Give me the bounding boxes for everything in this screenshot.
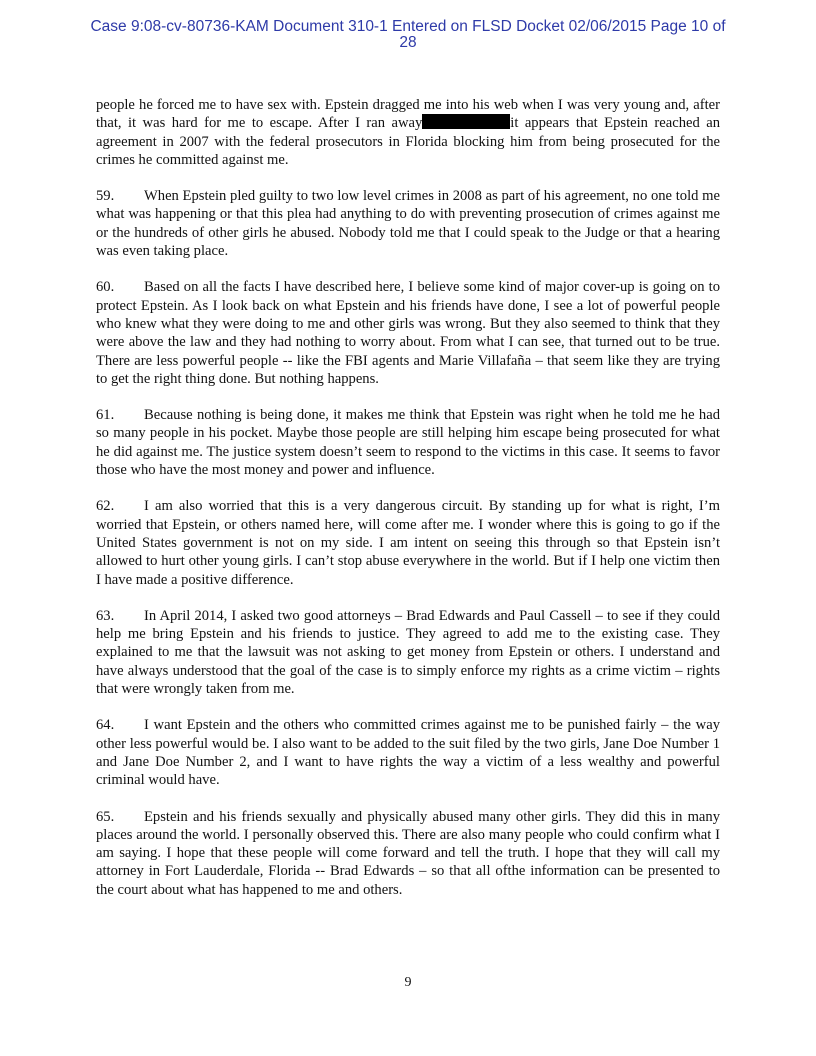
paragraph-65 [96, 808, 720, 899]
paragraph-number: 61. [96, 407, 115, 424]
paragraph-number: 59. [96, 188, 115, 205]
paragraph-text: In April 2014, I asked two good attorneys – Brad Edwards and Paul Cassell – to see if they could help me bring Epstein and his friends to justice. They agreed to add me to the existing case. They explained to me that the lawsuit was not asking to get money from Epstein or others. I understand and have always understood that the goal of the case is to simply enforce my rights as a crime victim – rights that were wrongly taken from me. [96, 607, 720, 698]
paragraph-64 [96, 716, 720, 789]
paragraph-text: Based on all the facts I have described here, I believe some kind of major cover-up is going on to protect Epstein. As I look back on what Epstein and his friends have done, I see a lot of powerful people who knew what they were doing to me and other girls was wrong. But they also seemed to think that they were above the law and they had nothing to worry about. From what I can see, that turned out to be true. There are less powerful people -- like the FBI agents and Marie Villafaña – that seem like they are trying to get the right thing done. But nothing happens. [96, 279, 720, 387]
paragraph-number: 65. [96, 808, 115, 825]
paragraph-text: I am also worried that this is a very dangerous circuit. By standing up for what is right, I’m worried that Epstein, or others named here, will come after me. I wonder where this is going to go if the United States government is not on my side. I am intent on seeing this through so that Epstein isn’t allowed to hurt other young girls. I can’t stop abuse everywhere in the world. But if I help one victim then I have made a positive difference. [96, 498, 720, 588]
paragraph-59 [96, 187, 720, 260]
paragraph-number: 60. [96, 279, 115, 296]
docket-header [60, 19, 756, 51]
paragraph-63 [96, 607, 720, 698]
paragraph-text: Because nothing is being done, it makes me think that Epstein was right when he told me he had so many people in his pocket. Maybe those people are still helping him escape being prosecuted for what he did against me. The justice system doesn’t seem to respond to the victims in this case. It seems to favor those who have the most money and power and influence. [96, 407, 720, 479]
docket-header-line1: Case 9:08-cv-80736-KAM Document 310-1 Entered on FLSD Docket 02/06/2015 Page 10 of [90, 18, 726, 35]
docket-header-line2: 28 [399, 34, 417, 51]
declaration-body [96, 96, 720, 917]
paragraph-continued [96, 96, 720, 169]
redaction-block [422, 114, 510, 129]
paragraph-62 [96, 497, 720, 588]
paragraph-60 [96, 278, 720, 388]
paragraph-text-after-redaction: it appears that Epstein reached an agreement in 2007 with the federal prosecutors in Florida blocking him from being prosecuted for the crimes he committed against me. [96, 115, 721, 168]
paragraph-number: 63. [96, 607, 115, 624]
paragraph-number: 64. [96, 717, 115, 734]
paragraph-text-before-redaction: people he forced me to have sex with. Epstein dragged me into his web when I was very young and, after that, it was hard for me to escape. After I ran away [96, 97, 720, 132]
paragraph-61 [96, 406, 720, 479]
paragraph-number: 62. [96, 498, 115, 515]
paragraph-text: Epstein and his friends sexually and physically abused many other girls. They did this in many places around the world. I personally observed this. There are also many people who could confirm what I am saying. I hope that these people will come forward and tell the truth. I hope that they will call my attorney in Fort Lauderdale, Florida -- Brad Edwards – so that all ofthe information can be presented to the court about what has happened to me and others. [96, 808, 720, 898]
page-number: 9 [404, 975, 412, 990]
paragraph-text: I want Epstein and the others who committed crimes against me to be punished fairly – the way other less powerful would be. I also want to be added to the suit filed by the two girls, Jane Doe Number 1 and Jane Doe Number 2, and I want to have rights the way a victim of a less wealthy and powerful criminal would have. [96, 717, 720, 789]
paragraph-text: When Epstein pled guilty to two low level crimes in 2008 as part of his agreement, no one told me what was happening or that this plea had anything to do with preventing prosecution of crimes against me or the hundreds of other girls he abused. Nobody told me that I could speak to the Judge or that a hearing was even taking place. [96, 188, 720, 260]
